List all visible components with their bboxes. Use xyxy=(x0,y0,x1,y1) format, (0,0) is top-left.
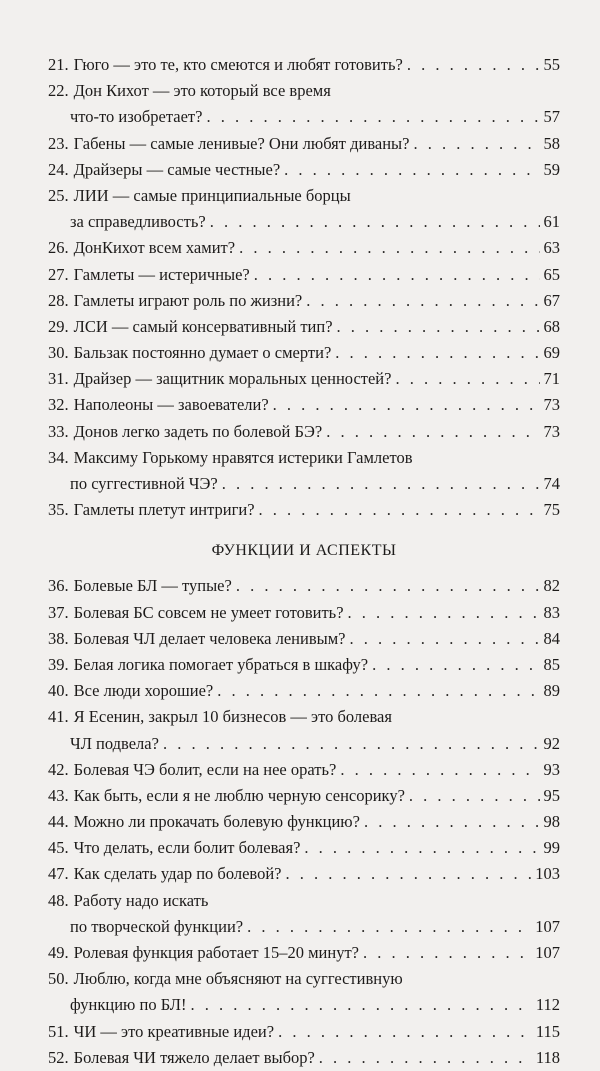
toc-entry-text: Как быть, если я не люблю черную сенсорику? xyxy=(73,785,405,805)
toc-entry-number: 40. xyxy=(48,681,69,701)
toc-entry-title xyxy=(48,314,333,340)
toc-entry-text: Драйзеры — самые честные? xyxy=(73,159,281,179)
dot-leader xyxy=(345,626,539,652)
dot-leader xyxy=(202,104,539,130)
toc-entry-text: Болевая БС совсем не умеет готовить? xyxy=(73,602,344,622)
toc-entry xyxy=(48,940,560,966)
toc-page-number: 89 xyxy=(543,681,560,701)
toc-page-number: 69 xyxy=(543,343,560,363)
toc-entry-text: Люблю, когда мне объясняют на суггестивную xyxy=(73,969,403,989)
toc-entry xyxy=(48,600,560,626)
toc-entry xyxy=(48,861,560,887)
toc-entry xyxy=(48,497,560,523)
toc-group-types xyxy=(48,52,560,523)
toc-entry xyxy=(48,809,560,835)
dot-leader xyxy=(213,678,539,704)
toc-entry-text: за справедливость? xyxy=(70,212,206,232)
toc-entry-text: что-то изобретает? xyxy=(70,107,203,127)
toc-entry-text: ЧИ — это креативные идеи? xyxy=(73,1021,275,1041)
toc-entry xyxy=(48,262,560,288)
dot-leader xyxy=(333,314,540,340)
toc-group-functions xyxy=(48,573,560,1071)
toc-entry-number: 39. xyxy=(48,654,69,674)
toc-entry-text: ДонКихот всем хамит? xyxy=(73,238,236,258)
toc-entry-text: по суггестивной ЧЭ? xyxy=(70,474,218,493)
toc-entry-number: 49. xyxy=(48,943,69,962)
dot-leader xyxy=(368,652,539,678)
toc-entry-text: по творческой функции? xyxy=(70,916,244,936)
toc-entry-number: 28. xyxy=(48,290,69,310)
toc-page-number: 118 xyxy=(535,1047,560,1067)
toc-entry xyxy=(48,340,560,366)
toc-entry-text: Максиму Горькому нравятся истерики Гамлетов xyxy=(73,447,413,467)
toc-entry-continuation xyxy=(48,209,560,235)
dot-leader xyxy=(282,861,532,887)
toc-entry-title xyxy=(48,419,322,445)
dot-leader xyxy=(359,940,531,966)
toc-entry-number: 30. xyxy=(48,343,69,363)
table-of-contents xyxy=(48,52,560,1071)
toc-entry-title xyxy=(48,445,412,471)
toc-page-number: 83 xyxy=(543,602,560,622)
toc-entry-text: Гамлеты играют роль по жизни? xyxy=(73,290,303,310)
toc-page-number: 85 xyxy=(543,654,560,674)
toc-entry-text: Болевая ЧЭ болит, если на нее орать? xyxy=(73,759,337,779)
toc-entry-title xyxy=(48,757,336,783)
toc-page-number: 68 xyxy=(543,316,560,336)
toc-page-number: 74 xyxy=(543,474,560,493)
toc-page-number: 92 xyxy=(543,733,560,753)
toc-page-number: 103 xyxy=(535,864,560,884)
toc-entry xyxy=(48,835,560,861)
toc-entry-number: 37. xyxy=(48,602,69,622)
toc-entry-continuation xyxy=(48,731,560,757)
toc-entry-number: 42. xyxy=(48,759,69,779)
toc-entry-text: ЧЛ подвела? xyxy=(70,733,159,753)
toc-page-number: 57 xyxy=(543,107,560,127)
toc-page-number: 107 xyxy=(535,943,560,962)
toc-entry-number: 21. xyxy=(48,55,69,74)
toc-page-number: 73 xyxy=(543,395,560,415)
toc-entry-text: Габены — самые ленивые? Они любят диваны? xyxy=(73,133,410,153)
toc-entry-text: Гамлеты — истеричные? xyxy=(73,264,250,284)
dot-leader xyxy=(322,419,539,445)
toc-entry-text: Все люди хорошие? xyxy=(73,681,214,701)
dot-leader xyxy=(360,809,540,835)
toc-page-number: 63 xyxy=(543,238,560,258)
toc-entry xyxy=(48,783,560,809)
toc-entry-title xyxy=(48,678,213,704)
toc-entry-title xyxy=(48,809,360,835)
toc-entry-number: 47. xyxy=(48,864,69,884)
toc-entry-number: 32. xyxy=(48,395,69,415)
toc-entry-text: Что делать, если болит болевая? xyxy=(73,838,301,858)
toc-entry-text: Наполеоны — завоеватели? xyxy=(73,395,269,415)
toc-entry-title xyxy=(48,600,344,626)
toc-entry-title xyxy=(48,366,391,392)
toc-entry-text: Белая логика помогает убраться в шкафу? xyxy=(73,654,369,674)
toc-entry xyxy=(48,183,560,209)
dot-leader xyxy=(218,471,540,497)
toc-entry-text: Гюго — это те, кто смеются и любят готовить? xyxy=(73,55,403,74)
toc-entry-text: Бальзак постоянно думает о смерти? xyxy=(73,343,332,363)
toc-page-number: 67 xyxy=(543,290,560,310)
toc-entry-number: 43. xyxy=(48,785,69,805)
toc-entry-number: 23. xyxy=(48,133,69,153)
dot-leader xyxy=(280,157,539,183)
toc-page-number: 71 xyxy=(543,369,560,389)
toc-entry-text: Я Есенин, закрыл 10 бизнесов — это болевая xyxy=(73,707,392,727)
toc-entry-number: 48. xyxy=(48,890,69,910)
toc-page-number: 65 xyxy=(543,264,560,284)
toc-entry xyxy=(48,652,560,678)
toc-page-number: 55 xyxy=(543,55,560,74)
toc-entry xyxy=(48,573,560,599)
toc-entry-title xyxy=(48,652,368,678)
toc-entry-text: Ролевая функция работает 15–20 минут? xyxy=(73,943,359,962)
toc-entry-number: 33. xyxy=(48,421,69,441)
toc-entry-number: 44. xyxy=(48,812,69,832)
toc-page-number: 98 xyxy=(543,812,560,832)
toc-entry xyxy=(48,392,560,418)
toc-entry-continuation xyxy=(48,104,560,130)
toc-entry-text: функцию по БЛ! xyxy=(70,995,187,1015)
toc-entry-number: 50. xyxy=(48,969,69,989)
dot-leader xyxy=(300,835,539,861)
toc-page-number: 82 xyxy=(543,576,560,596)
toc-entry xyxy=(48,966,560,992)
toc-entry xyxy=(48,78,560,104)
toc-entry-number: 34. xyxy=(48,447,69,467)
toc-entry-title xyxy=(48,835,300,861)
dot-leader xyxy=(206,209,540,235)
toc-entry-text: Можно ли прокачать болевую функцию? xyxy=(73,812,360,832)
toc-entry-title xyxy=(48,497,255,523)
toc-entry-text: ЛИИ — самые принципиальные борцы xyxy=(73,185,351,205)
toc-page-number: 73 xyxy=(543,421,560,441)
toc-page-number: 58 xyxy=(543,133,560,153)
toc-entry-title xyxy=(48,861,282,887)
toc-entry xyxy=(48,445,560,471)
dot-leader xyxy=(235,235,539,261)
toc-entry-text: Болевые БЛ — тупые? xyxy=(73,576,232,596)
toc-entry-text: Болевая ЧЛ делает человека ленивым? xyxy=(73,628,346,648)
toc-entry-text: Работу надо искать xyxy=(73,890,209,910)
toc-entry-title xyxy=(48,392,269,418)
toc-entry-title xyxy=(48,340,331,366)
toc-entry-title xyxy=(48,1019,274,1045)
toc-entry xyxy=(48,1019,560,1045)
toc-entry-title xyxy=(48,966,403,992)
toc-entry xyxy=(48,314,560,340)
toc-entry-title xyxy=(48,704,392,730)
toc-entry xyxy=(48,288,560,314)
toc-page-number: 107 xyxy=(535,916,560,936)
dot-leader xyxy=(274,1019,532,1045)
dot-leader xyxy=(269,392,540,418)
toc-entry-text: Драйзер — защитник моральных ценностей? xyxy=(73,369,392,389)
dot-leader xyxy=(409,131,539,157)
toc-entry xyxy=(48,678,560,704)
toc-page-number: 84 xyxy=(543,628,560,648)
toc-entry xyxy=(48,419,560,445)
toc-page-number: 59 xyxy=(543,159,560,179)
toc-entry-text: ЛСИ — самый консервативный тип? xyxy=(73,316,333,336)
toc-entry-title xyxy=(48,626,345,652)
toc-entry xyxy=(48,757,560,783)
toc-entry-title xyxy=(48,52,403,78)
dot-leader xyxy=(302,288,539,314)
toc-page-number: 115 xyxy=(535,1021,560,1041)
toc-entry xyxy=(48,52,560,78)
toc-page-number: 99 xyxy=(543,838,560,858)
toc-page-number: 61 xyxy=(543,212,560,232)
toc-entry-number: 38. xyxy=(48,628,69,648)
toc-entry xyxy=(48,888,560,914)
dot-leader xyxy=(159,731,540,757)
toc-entry-continuation xyxy=(48,471,560,497)
toc-entry-title xyxy=(48,940,359,966)
dot-leader xyxy=(403,52,540,78)
toc-entry xyxy=(48,1045,560,1071)
toc-entry-number: 41. xyxy=(48,707,69,727)
dot-leader xyxy=(250,262,540,288)
toc-entry-title xyxy=(48,78,331,104)
toc-entry-text: Дон Кихот — это который все время xyxy=(73,81,331,101)
toc-entry xyxy=(48,235,560,261)
toc-entry-number: 36. xyxy=(48,576,69,596)
toc-entry-text: Болевая ЧИ тяжело делает выбор? xyxy=(73,1047,315,1067)
toc-entry-number: 24. xyxy=(48,159,69,179)
toc-entry-title xyxy=(48,288,302,314)
toc-entry-title xyxy=(48,183,351,209)
toc-entry xyxy=(48,366,560,392)
dot-leader xyxy=(336,757,539,783)
dot-leader xyxy=(243,914,531,940)
dot-leader xyxy=(344,600,540,626)
dot-leader xyxy=(315,1045,532,1071)
toc-entry-number: 35. xyxy=(48,500,69,520)
dot-leader xyxy=(186,992,531,1018)
toc-entry xyxy=(48,157,560,183)
toc-page-number: 93 xyxy=(543,759,560,779)
dot-leader xyxy=(232,573,540,599)
toc-entry-title xyxy=(48,573,232,599)
toc-entry-title xyxy=(48,783,405,809)
toc-entry xyxy=(48,704,560,730)
toc-page-number: 112 xyxy=(535,995,560,1015)
toc-entry-title xyxy=(48,157,280,183)
toc-entry-title xyxy=(48,1045,315,1071)
toc-entry-title xyxy=(48,235,235,261)
toc-entry-text: Как сделать удар по болевой? xyxy=(73,864,282,884)
toc-entry-title xyxy=(48,262,250,288)
toc-entry-number: 27. xyxy=(48,264,69,284)
toc-entry xyxy=(48,626,560,652)
toc-page-number: 95 xyxy=(543,785,560,805)
toc-entry-number: 52. xyxy=(48,1047,69,1067)
dot-leader xyxy=(331,340,539,366)
dot-leader xyxy=(405,783,540,809)
dot-leader xyxy=(255,497,540,523)
toc-entry-text: Гамлеты плетут интриги? xyxy=(73,500,255,520)
toc-entry-continuation xyxy=(48,914,560,940)
toc-entry xyxy=(48,131,560,157)
toc-entry-title xyxy=(48,888,208,914)
toc-entry-number: 22. xyxy=(48,81,69,101)
section-title: ФУНКЦИИ И АСПЕКТЫ xyxy=(211,542,397,560)
toc-entry-number: 45. xyxy=(48,838,69,858)
toc-entry-number: 51. xyxy=(48,1021,69,1041)
toc-entry-number: 31. xyxy=(48,369,69,389)
toc-entry-number: 29. xyxy=(48,316,69,336)
toc-entry-number: 26. xyxy=(48,238,69,258)
toc-entry-title xyxy=(48,131,409,157)
dot-leader xyxy=(391,366,539,392)
toc-entry-number: 25. xyxy=(48,185,69,205)
toc-entry-text: Донов легко задеть по болевой БЭ? xyxy=(73,421,323,441)
toc-entry-continuation xyxy=(48,992,560,1018)
toc-page-number: 75 xyxy=(543,500,560,520)
